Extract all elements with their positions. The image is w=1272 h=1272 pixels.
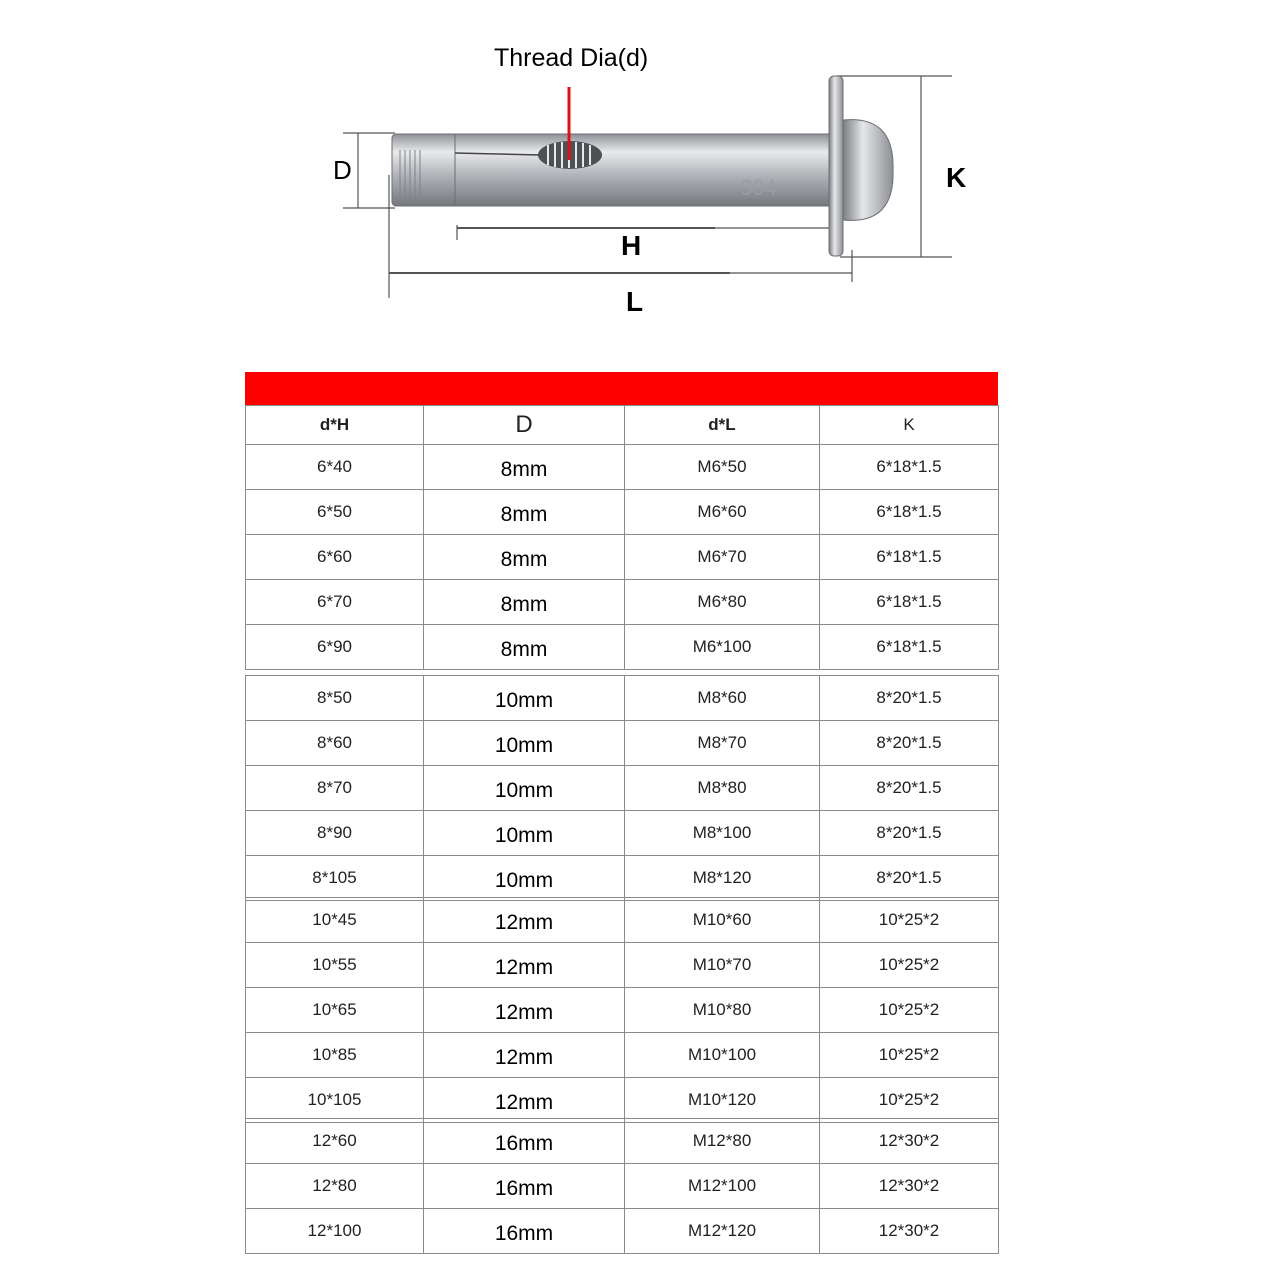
cell-dH: 12*80 [246, 1164, 424, 1209]
cell-K: 8*20*1.5 [820, 811, 999, 856]
cell-D: 8mm [424, 535, 625, 580]
cell-K: 10*25*2 [820, 1033, 999, 1078]
cell-dL: M12*80 [625, 1119, 820, 1164]
cell-dL: M8*120 [625, 856, 820, 901]
spec-table-m10 [245, 897, 999, 1123]
cell-dL: M10*120 [625, 1078, 820, 1123]
thread-diameter-label: Thread Dia(d) [494, 44, 649, 72]
cell-K: 8*20*1.5 [820, 856, 999, 901]
cell-D: 12mm [424, 1078, 625, 1123]
table-row [246, 580, 999, 625]
header-dL: d*L [625, 406, 820, 445]
cell-dH: 10*45 [246, 898, 424, 943]
cell-dL: M6*50 [625, 445, 820, 490]
cell-dH: 8*90 [246, 811, 424, 856]
table-row [246, 1119, 999, 1164]
cell-D: 12mm [424, 943, 625, 988]
cell-dH: 6*70 [246, 580, 424, 625]
spec-table-m12 [245, 1118, 999, 1254]
cell-dH: 8*60 [246, 721, 424, 766]
cell-K: 12*30*2 [820, 1119, 999, 1164]
cell-K: 6*18*1.5 [820, 490, 999, 535]
cell-dH: 10*65 [246, 988, 424, 1033]
anchor-bolt-diagram [0, 0, 1272, 340]
cell-K: 10*25*2 [820, 898, 999, 943]
cell-dL: M8*100 [625, 811, 820, 856]
dimension-label-K: K [946, 162, 967, 193]
cell-dL: M10*60 [625, 898, 820, 943]
cell-dL: M10*100 [625, 1033, 820, 1078]
cell-K: 6*18*1.5 [820, 625, 999, 670]
cell-K: 10*25*2 [820, 1078, 999, 1123]
cell-dL: M8*80 [625, 766, 820, 811]
table-row [246, 1033, 999, 1078]
spec-table-m8 [245, 675, 999, 901]
cell-D: 10mm [424, 676, 625, 721]
cell-D: 10mm [424, 856, 625, 901]
table-row [246, 1164, 999, 1209]
cell-K: 6*18*1.5 [820, 535, 999, 580]
table-row [246, 898, 999, 943]
header-K: K [820, 406, 999, 445]
table-row [246, 676, 999, 721]
cell-dH: 10*85 [246, 1033, 424, 1078]
cell-K: 8*20*1.5 [820, 766, 999, 811]
dimension-label-H: H [621, 230, 642, 261]
cell-D: 16mm [424, 1119, 625, 1164]
cell-K: 6*18*1.5 [820, 580, 999, 625]
table-row [246, 766, 999, 811]
header-dH: d*H [246, 406, 424, 445]
table-row [246, 1078, 999, 1123]
cell-D: 10mm [424, 811, 625, 856]
cell-K: 6*18*1.5 [820, 445, 999, 490]
cell-D: 16mm [424, 1164, 625, 1209]
table-row [246, 625, 999, 670]
table-row [246, 490, 999, 535]
cell-dH: 6*50 [246, 490, 424, 535]
cell-K: 8*20*1.5 [820, 721, 999, 766]
cell-D: 8mm [424, 580, 625, 625]
cell-K: 12*30*2 [820, 1209, 999, 1254]
cell-D: 12mm [424, 898, 625, 943]
table-row [246, 445, 999, 490]
dimension-label-D: D [333, 155, 352, 185]
cell-dL: M6*70 [625, 535, 820, 580]
cell-dL: M12*120 [625, 1209, 820, 1254]
table-header-bar [245, 372, 998, 405]
cell-D: 8mm [424, 445, 625, 490]
cell-K: 10*25*2 [820, 988, 999, 1033]
cell-dH: 12*100 [246, 1209, 424, 1254]
cell-dL: M6*60 [625, 490, 820, 535]
cell-D: 12mm [424, 988, 625, 1033]
cell-dH: 10*55 [246, 943, 424, 988]
cell-dL: M8*60 [625, 676, 820, 721]
table-row [246, 811, 999, 856]
table-row [246, 721, 999, 766]
cell-K: 10*25*2 [820, 943, 999, 988]
cell-dL: M6*80 [625, 580, 820, 625]
table-row [246, 1209, 999, 1254]
cell-D: 8mm [424, 625, 625, 670]
cell-dH: 8*105 [246, 856, 424, 901]
cell-dL: M6*100 [625, 625, 820, 670]
cell-dL: M12*100 [625, 1164, 820, 1209]
cell-dH: 10*105 [246, 1078, 424, 1123]
table-row [246, 943, 999, 988]
cell-D: 10mm [424, 721, 625, 766]
dimension-label-L: L [626, 286, 644, 317]
cell-D: 10mm [424, 766, 625, 811]
table-row [246, 988, 999, 1033]
cell-dL: M10*70 [625, 943, 820, 988]
cell-dH: 8*70 [246, 766, 424, 811]
cell-dH: 6*40 [246, 445, 424, 490]
cell-D: 8mm [424, 490, 625, 535]
cell-dL: M10*80 [625, 988, 820, 1033]
table-header-row [246, 406, 999, 445]
cell-dH: 6*90 [246, 625, 424, 670]
spec-table-m6 [245, 405, 999, 670]
cell-K: 12*30*2 [820, 1164, 999, 1209]
cell-K: 8*20*1.5 [820, 676, 999, 721]
cell-D: 12mm [424, 1033, 625, 1078]
cell-dH: 6*60 [246, 535, 424, 580]
table-row [246, 535, 999, 580]
cell-dH: 12*60 [246, 1119, 424, 1164]
cell-D: 16mm [424, 1209, 625, 1254]
table-row [246, 856, 999, 901]
cell-dL: M8*70 [625, 721, 820, 766]
header-D: D [424, 406, 625, 445]
stamp-text: 304 [740, 175, 777, 200]
cell-dH: 8*50 [246, 676, 424, 721]
